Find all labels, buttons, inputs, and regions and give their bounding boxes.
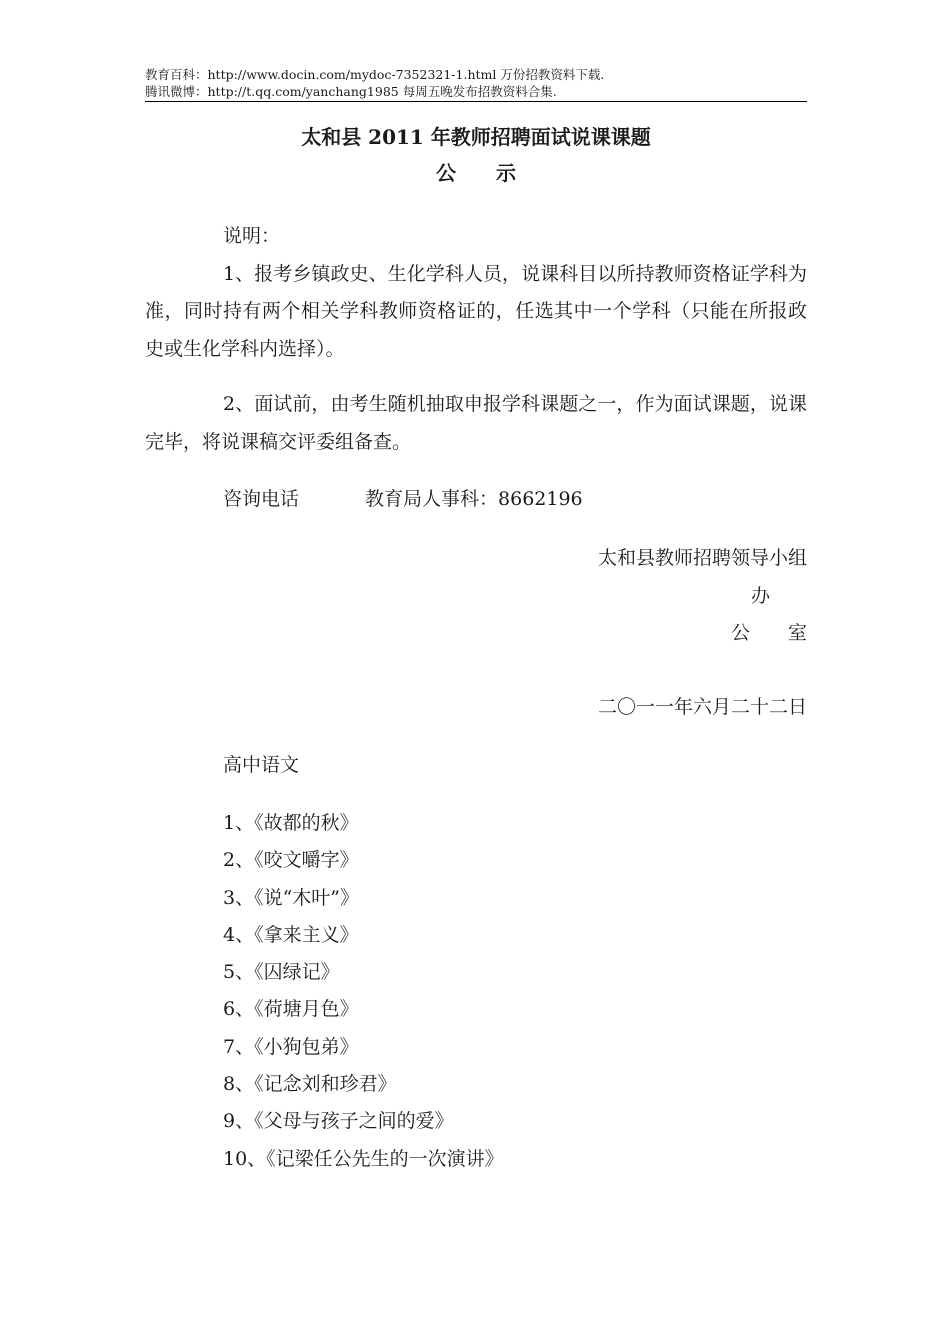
contact-label: 咨询电话 [223, 488, 300, 510]
document-subtitle: 公示 [436, 161, 556, 185]
signature-date: 二〇一一年六月二十二日 [597, 696, 807, 718]
list-item: 5、《囚绿记》 [223, 961, 340, 984]
list-item: 2、《咬文嚼字》 [223, 849, 359, 872]
signature-date-block [145, 689, 807, 727]
list-item: 8、《记念刘和珍君》 [223, 1073, 397, 1096]
list-item: 1、《故都的秋》 [223, 812, 359, 834]
notes-label: 说明： [223, 225, 281, 247]
section-heading-block [145, 747, 807, 785]
page-header [145, 66, 807, 100]
signature-org: 太和县教师招聘领导小组 [597, 547, 807, 569]
notes-item-2: 2、面试前，由考生随机抽取申报学科课题之一，作为面试课题，说课完毕，将说课稿交评委组备查。 [145, 393, 807, 453]
header-divider [145, 101, 807, 102]
signature-block [145, 540, 807, 653]
list-item: 10、《记梁任公先生的一次演讲》 [223, 1147, 504, 1170]
topic-list [223, 805, 504, 1178]
notes-section-2 [145, 386, 807, 461]
contact-value: 教育局人事科：8662196 [365, 488, 583, 510]
notes-section [145, 218, 807, 368]
signature-office-2: 公 室 [730, 622, 807, 644]
list-item: 6、《荷塘月色》 [223, 998, 359, 1021]
document-title: 太和县 2011 年教师招聘面试说课课题 [301, 125, 651, 149]
contact-line [145, 481, 807, 519]
section-heading: 高中语文 [223, 754, 300, 776]
header-line-docin: 教育百科：http://www.docin.com/mydoc-7352321-1.html 万份招教资料下载. [145, 67, 605, 82]
list-item: 7、《小狗包弟》 [223, 1035, 359, 1058]
list-item: 9、《父母与孩子之间的爱》 [223, 1110, 454, 1133]
list-item: 3、《说“木叶”》 [223, 886, 360, 909]
signature-office-1: 办 [750, 584, 770, 607]
list-item: 4、《拿来主义》 [223, 923, 359, 946]
header-line-weibo: 腾讯微博：http://t.qq.com/yanchang1985 每周五晚发布招教资料合集. [145, 84, 557, 99]
notes-item-1: 1、报考乡镇政史、生化学科人员，说课科目以所持教师资格证学科为准，同时持有两个相关学科教师资格证的，任选其中一个学科（只能在所报政史或生化学科内选择）。 [145, 262, 807, 360]
